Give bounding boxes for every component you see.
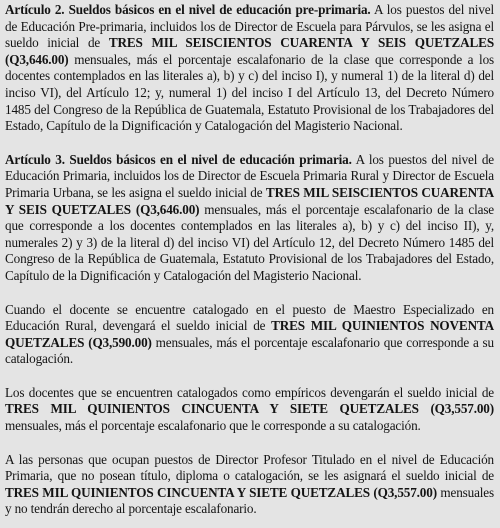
article-3-heading: Artículo 3. Sueldos básicos en el nivel de educación primaria. (5, 151, 352, 167)
article-3-amount-number: (Q3,646.00) (135, 201, 200, 217)
untitled-director-amount-words: TRES MIL QUINIENTOS CINCUENTA Y SIETE QUETZALES (5, 484, 370, 500)
article-2-amount-words: TRES MIL SEISCIENTOS CUARENTA Y SEIS QUETZALES (108, 35, 494, 51)
untitled-director-amount-number: (Q3,557.00) (373, 484, 437, 500)
empirical-teachers-text-end: mensuales, más el porcentaje escalafonario que le corresponde a su catalogación. (5, 418, 421, 434)
article-3-paragraph (5, 152, 494, 285)
article-2-text-start: A los puestos del nivel de Educación Pre-primaria, incluidos los de Director de Escuela para Párvulos, se les asigna el sueldo inicial de (5, 2, 494, 51)
article-2-heading: Artículo 2. Sueldos básicos en el nivel de educación pre-primaria. (5, 2, 371, 17)
untitled-director-text-start: A las personas que ocupan puestos de Director Profesor Titulado en el nivel de Educación Primaria, que no posean título, diploma o catalogación, se les asignará el sueldo inicial de (5, 451, 494, 484)
empirical-teachers-text-start: Los docentes que se encuentren catalogados como empíricos devengarán el sueldo inicial de (5, 384, 494, 400)
article-2-text-end: mensuales, más el porcentaje escalafonario de la clase que corresponde a los docentes contemplados en las literales a), b) y c) del inciso I), y numeral 1) de la literal d) del inciso VI), del Artículo 12; y, numeral 1) del inciso I del Artículo 13, del Decreto Número 1485 del Congreso de la República de Guatemala, Estatuto Provisional de los Trabajadores del Estado, Capítulo de la Dignificación y Catalogación del Magisterio Nacional. (5, 51, 494, 134)
rural-teacher-text-start: Cuando el docente se encuentre catalogado en el puesto de Maestro Especializado en Educación Rural, devengará el sueldo inicial de (5, 301, 494, 334)
empirical-teachers-paragraph (5, 385, 494, 435)
rural-teacher-amount-words: TRES MIL QUINIENTOS NOVENTA QUETZALES (5, 318, 494, 350)
article-3-text-end: mensuales, más el porcentaje escalafonario de la clase que corresponde a los docentes contemplados en las literales a), b) y c) del inciso II), y, numerales 2) y 3) de la literal d) del inciso VI) del Artículo 12, del Decreto Número 1485 del Congreso de la República de Guatemala, Estatuto Provisional de los Trabajadores del Estado, Capítulo de la Dignificación y Catalogación del Magisterio Nacional. (5, 201, 494, 283)
rural-teacher-paragraph (5, 302, 494, 368)
empirical-teachers-amount-words: TRES MIL QUINIENTOS CINCUENTA Y SIETE QUETZALES (5, 401, 419, 417)
untitled-director-paragraph (5, 452, 494, 518)
empirical-teachers-amount-number: (Q3,557.00) (430, 401, 494, 417)
rural-teacher-text-end: mensuales, más el porcentaje escalafonario que corresponde a su catalogación. (5, 334, 494, 367)
article-2-amount-number: (Q3,646.00) (5, 51, 69, 67)
article-3-amount-words: TRES MIL SEISCIENTOS CUARENTA Y SEIS QUETZALES (5, 184, 494, 217)
untitled-director-text-end: mensuales y no tendrán derecho al porcentaje escalafonario. (5, 484, 494, 517)
article-3-text-start: A los puestos del nivel de Educación Primaria, incluidos los de Director de Escuela Primaria Rural y Director de Escuela Primaria Urbana, se les asigna el sueldo inicial de (5, 151, 494, 200)
rural-teacher-amount-number: (Q3,590.00) (88, 334, 152, 350)
article-2-paragraph (5, 2, 494, 135)
